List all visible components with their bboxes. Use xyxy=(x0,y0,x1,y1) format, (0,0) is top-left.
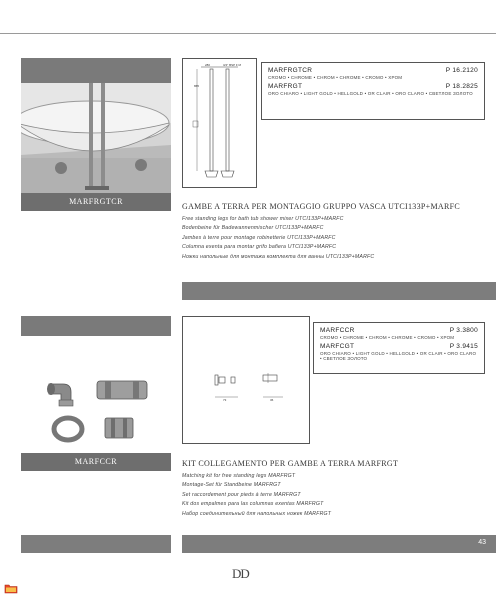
description-line: Matching kit for free standing legs MARFRGT xyxy=(182,473,296,479)
technical-drawing-kit xyxy=(182,316,310,444)
page-number: 43 xyxy=(478,539,486,546)
header-rule xyxy=(0,33,496,34)
drawing-dim-mid: 865 xyxy=(194,84,200,88)
section-divider-bar xyxy=(182,282,496,300)
product-row xyxy=(320,343,478,350)
product-price: P 3.3800 xyxy=(449,327,478,334)
product-row xyxy=(268,67,478,74)
product-description-1 xyxy=(182,202,482,262)
product-description-2 xyxy=(182,459,482,519)
photo-caption: MARFCCR xyxy=(74,457,118,466)
description-line: Montage-Set für Standbeine MARFRGT xyxy=(182,482,281,489)
product-code: MARFCGT xyxy=(320,343,355,350)
fittings-photo xyxy=(21,336,171,453)
photo-panel-header-bar xyxy=(21,316,171,336)
description-title: GAMBE A TERRA PER MONTAGGIO GRUPPO VASCA UTCI133P+MARFC xyxy=(182,202,460,211)
description-line: Columna exenta para montar grifo bañera UTCI133P+MARFC xyxy=(182,244,337,251)
photo-panel-header-bar xyxy=(21,58,171,83)
drawing-dim-top-left: 280 xyxy=(205,63,211,67)
drawing-dim-top-right: 3/4" BSP F M xyxy=(223,63,242,67)
description-line: Set raccordement pour pieds à terre MARFRGT xyxy=(182,491,301,498)
description-line: Kit dos empalmes para las columnas exentas MARFRGT xyxy=(182,501,324,508)
product-price: P 18.2825 xyxy=(445,83,478,90)
product-finish: ORO CHIARO • LIGHT GOLD • HELLGOLD • OR CLAIR • ORO CLARO • СВЕТЛОЕ ЗОЛОТО xyxy=(320,351,477,361)
product-finish: CROMO • CHROME • CHROM • CHROME • CROMO • ХРОМ xyxy=(320,335,455,340)
product-price: P 3.9415 xyxy=(449,343,478,350)
footer-bar-right xyxy=(182,535,496,553)
product-price: P 16.2120 xyxy=(445,67,478,74)
description-line: Bodenbeine für Badewannenmischer UTCI133P+MARFC xyxy=(182,225,324,232)
product-photo-panel-2 xyxy=(21,316,171,471)
product-price-box-2 xyxy=(313,322,485,374)
product-finish: ORO CHIARO • LIGHT GOLD • HELLGOLD • OR CLAIR • ORO CLARO • СВЕТЛОЕ ЗОЛОТО xyxy=(268,91,473,96)
description-line: Jambes à terre pour montage robinetterie UTCI133P+MARFC xyxy=(182,234,336,241)
drawing-dim-left: 73 xyxy=(223,398,227,402)
description-line: Free standing legs for bath tub shower mixer UTCI133P+MARFC xyxy=(182,216,344,222)
product-price-box-1 xyxy=(261,62,485,120)
product-code: MARFRGT xyxy=(268,83,303,90)
folder-icon[interactable] xyxy=(4,583,18,594)
product-row xyxy=(320,327,478,334)
drawing-dim-right: 36 xyxy=(270,398,274,402)
description-title: KIT COLLEGAMENTO PER GAMBE A TERRA MARFRGT xyxy=(182,459,399,468)
brand-logo: DD xyxy=(232,566,249,581)
product-photo-panel-1 xyxy=(21,58,171,211)
description-line: Ножки напольные для монтажа комплекта для ванны UTCI133P+MARFC xyxy=(182,253,375,260)
bathtub-legs-photo xyxy=(21,83,171,193)
photo-caption: MARFRGTCR xyxy=(69,197,123,206)
product-row xyxy=(268,83,478,90)
footer-bar-left xyxy=(21,535,171,553)
technical-drawing-legs xyxy=(182,58,257,188)
description-line: Набор соединительный для напольных ножек MARFRGT xyxy=(182,510,332,517)
product-finish: CROMO • CHROME • CHROM • CHROME • CROMO • ХРОМ xyxy=(268,75,403,80)
product-code: MARFCCR xyxy=(320,327,355,334)
product-code: MARFRGTCR xyxy=(268,67,313,74)
